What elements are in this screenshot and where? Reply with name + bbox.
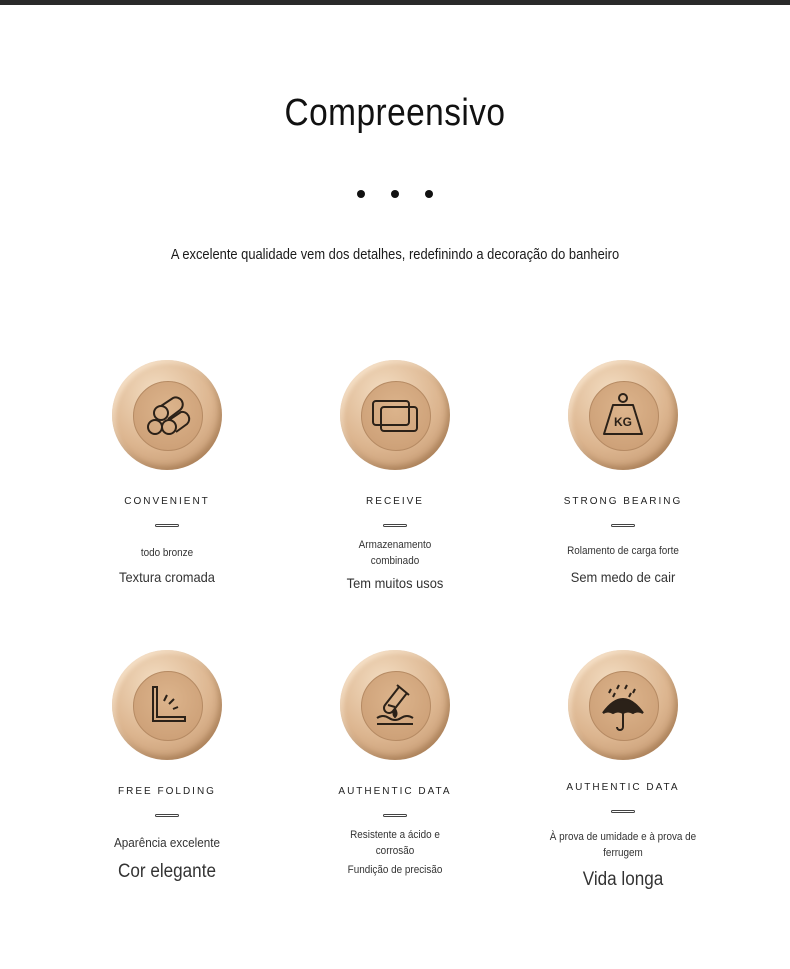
feature-card-convenient — [67, 360, 267, 585]
feature-label: AUTHENTIC DATA — [566, 782, 680, 793]
decorative-dots — [0, 190, 790, 198]
feature-detail: Armazenamento combinado — [358, 539, 432, 567]
feature-card-strong-bearing — [523, 360, 723, 585]
feature-label: FREE FOLDING — [118, 786, 216, 797]
dot — [425, 190, 433, 198]
page-subtitle: A excelente qualidade vem dos detalhes, redefinindo a decoração do banheiro — [170, 246, 620, 263]
feature-card-authentic-data-2 — [523, 650, 723, 891]
dot — [357, 190, 365, 198]
top-banner-edge — [0, 0, 790, 5]
page-title: Compreensivo — [284, 92, 506, 134]
divider — [155, 524, 179, 527]
feature-detail: Aparência excelente — [113, 835, 221, 850]
feature-detail: Rolamento de carga forte — [567, 545, 679, 557]
divider — [611, 810, 635, 813]
medal-badge — [112, 650, 222, 760]
feature-detail: todo bronze — [140, 547, 194, 559]
feature-card-authentic-data — [295, 650, 495, 878]
medal-badge — [568, 650, 678, 760]
feature-headline: Tem muitos usos — [346, 575, 444, 591]
test-tube-icon — [361, 671, 429, 739]
feature-headline: Cor elegante — [118, 861, 216, 882]
svg-text:KG: KG — [614, 415, 632, 429]
divider — [383, 524, 407, 527]
divider — [383, 814, 407, 817]
umbrella-rain-icon — [589, 671, 657, 739]
logs-icon — [133, 381, 201, 449]
right-angle-icon — [133, 671, 201, 739]
divider — [155, 814, 179, 817]
feature-headline: Sem medo de cair — [570, 569, 676, 585]
divider — [611, 524, 635, 527]
feature-detail: Resistente a ácido e corrosão — [350, 829, 440, 857]
feature-card-receive — [295, 360, 495, 591]
feature-label: CONVENIENT — [124, 496, 210, 507]
feature-label: RECEIVE — [366, 496, 424, 507]
medal-badge — [568, 360, 678, 470]
medal-badge — [112, 360, 222, 470]
feature-detail: À prova de umidade e à prova de ferrugem — [549, 831, 697, 859]
dot — [391, 190, 399, 198]
medal-badge — [340, 360, 450, 470]
feature-headline: Textura cromada — [119, 569, 215, 585]
feature-label: AUTHENTIC DATA — [338, 786, 452, 797]
feature-label: STRONG BEARING — [563, 496, 683, 507]
feature-card-free-folding — [67, 650, 267, 883]
feature-detail-secondary: Fundição de precisão — [347, 864, 443, 876]
medal-badge — [340, 650, 450, 760]
storage-trays-icon — [361, 381, 429, 449]
kg-weight-icon — [589, 381, 657, 449]
feature-headline: Vida longa — [582, 869, 664, 890]
